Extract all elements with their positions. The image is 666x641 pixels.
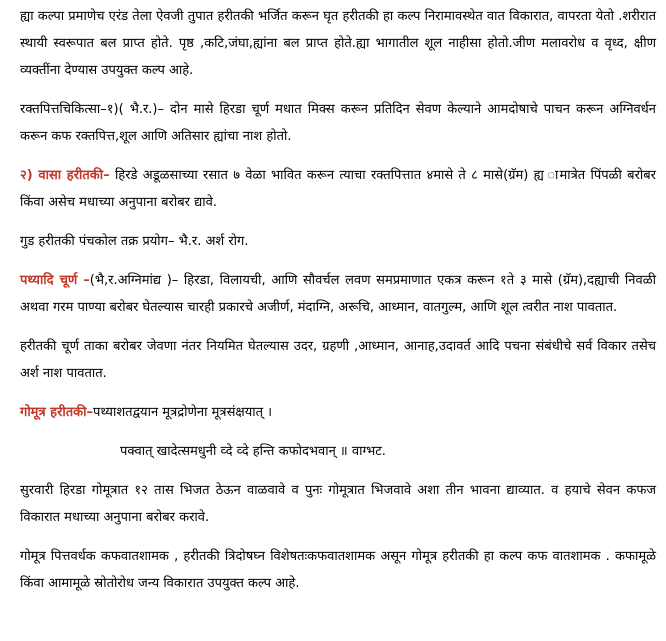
- verse-line-2: पक्वात् खादेत्समधुनी व्दे व्दे हन्ति कफोदभवान् ॥ वाग्भट.: [120, 444, 386, 459]
- paragraph-preparation: [20, 477, 656, 531]
- paragraph-text: हिरडे अडूळसाच्या रसात ७ वेळा भावित करून त्याचा रक्तपित्तात ४मासे ते ८ मासे(ग्रॅम) ह्य ामात्रेत पिंपळी बरोबर किंवा असेच मधाच्या अनुपाना बरोबर द्यावे.: [20, 168, 656, 210]
- paragraph-text: ह्या कल्पा प्रमाणेच एरंड तेला ऐवजी तुपात हरीतकी भर्जित करून घृत हरीतकी हा कल्प निरामावस्थेत वात विकारात, वापरता येतो .शरीरात स्थायी स्वरूपात बल प्राप्त होते. पृष्ठ ,कटि,जंघा,ह्यांना बल प्राप्त होते.ह्या भागातील शूल नाहीसा होतो.जीण मलावरोध व वृध्द, क्षीण व्यक्तींना देण्यास उपयुक्त कल्प आहे.: [20, 9, 656, 78]
- section-heading-gomutra-haritaki: गोमूत्र हरीतकी–: [20, 405, 94, 420]
- paragraph-text: गोमूत्र पित्तवर्धक कफवातशामक , हरीतकी त्रिदोषघ्न विशेषतःकफवातशामक असून गोमूत्र हरीतकी हा कल्प कफ वातशामक . कफामूळे किंवा आमामूळे स्रोतोरोध जन्य विकारात उपयुक्त कल्प आहे.: [20, 549, 656, 591]
- section-heading-pathyadi-churna: पथ्यादि चूर्ण –: [20, 273, 90, 288]
- paragraph-ghrut-haritaki: [20, 3, 656, 84]
- paragraph-gomutra-haritaki: [20, 399, 656, 426]
- paragraph-text: गुड हरीतकी पंचकोल तक्र प्रयोग– भै.र. अर्श रोग.: [20, 234, 249, 249]
- paragraph-pathyadi-churna: [20, 267, 656, 321]
- paragraph-verse: [20, 438, 656, 465]
- paragraph-haritaki-churna: [20, 333, 656, 387]
- paragraph-raktapitta-chikitsa: [20, 96, 656, 150]
- paragraph-text: रक्तपित्तचिकित्सा–१)( भै.र.)– दोन मासे हिरडा चूर्ण मधात मिक्स करून प्रतिदिन सेवण केल्याने आमदोषाचे पाचन करून अग्निवर्धन करून कफ रक्तपित्त,शूल आणि अतिसार ह्यांचा नाश होतो.: [20, 102, 656, 144]
- paragraph-vasa-haritaki: [20, 162, 656, 216]
- section-heading-vasa-haritaki: २) वासा हरीतकी–: [20, 168, 110, 183]
- paragraph-text: सुरवारी हिरडा गोमूत्रात १२ तास भिजत ठेऊन वाळवावे व पुनः गोमूत्रात भिजवावे अशा तीन भावना द्याव्यात. व हयाचे सेवन कफज विकारात मधाच्या अनुपाना बरोबर करावे.: [20, 483, 656, 525]
- paragraph-gomutra-properties: [20, 543, 656, 597]
- paragraph-text: (भै,र.अग्निमांद्य )– हिरडा, विलायची, आणि सौवर्चल लवण समप्रमाणात एकत्र करून १ते ३ मासे (ग्रॅम),दह्याची निवळी अथवा गरम पाण्या बरोबर घेतल्यास चारही प्रकारचे अजीर्ण, मंदाग्नि, अरूचि, आध्मान, वातगुल्म, आणि शूल त्वरीत नाश पावतात.: [20, 273, 656, 315]
- verse-line-1: पथ्याशतद्वयान मूत्रद्रोणेना मूत्रसंक्षयात् ।: [93, 405, 273, 420]
- paragraph-text: हरीतकी चूर्ण ताका बरोबर जेवणा नंतर नियमित घेतल्यास उदर, ग्रहणी ,आध्मान, आनाह,उदावर्त आदि पचना संबंधीचे सर्व विकार तसेच अर्श नाश पावतात.: [20, 339, 656, 381]
- paragraph-gud-haritaki: [20, 228, 656, 255]
